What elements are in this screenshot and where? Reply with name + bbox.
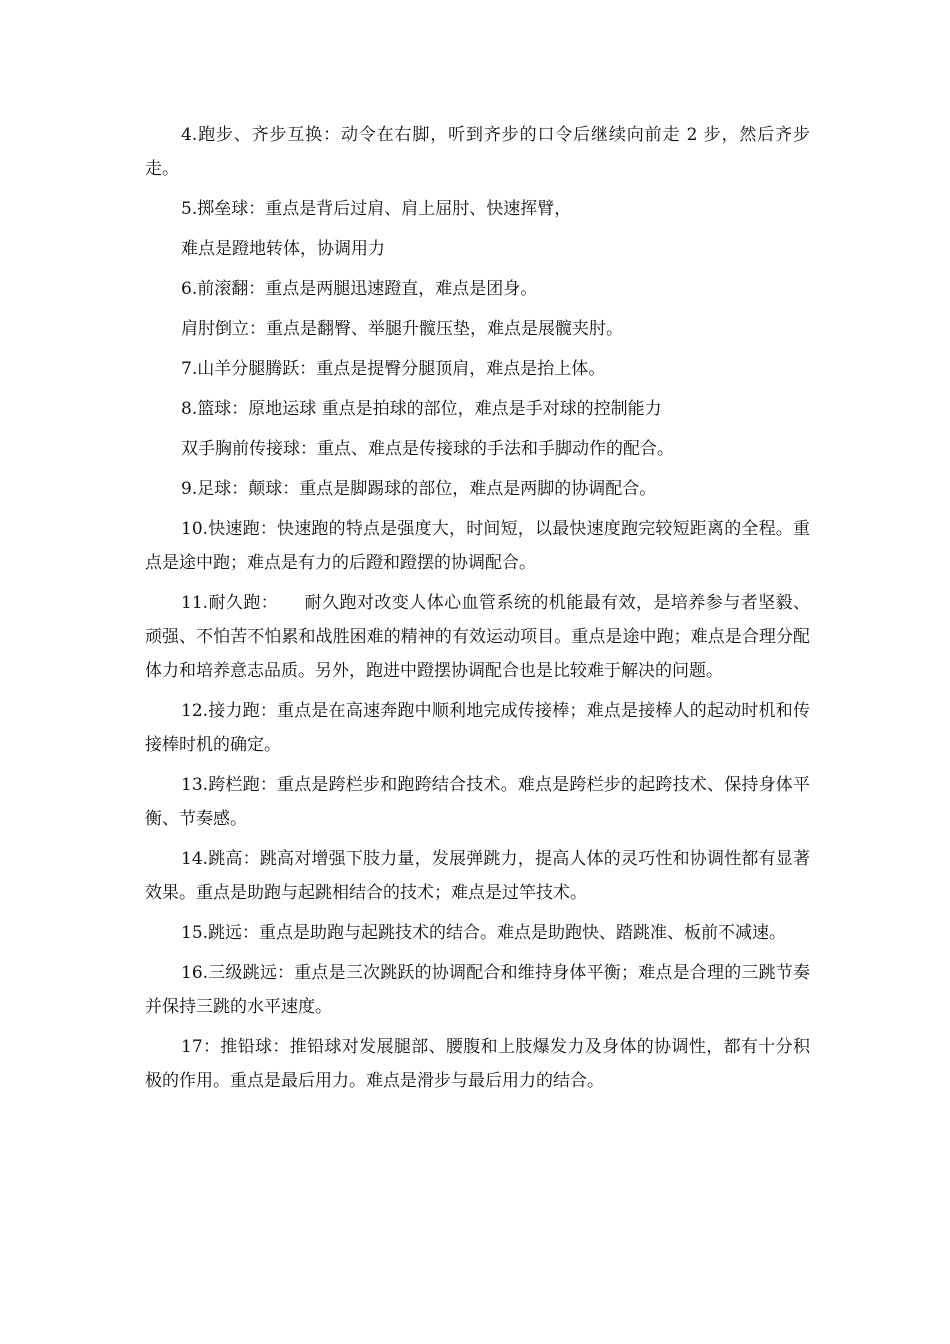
paragraph-shoulder-stand: 肩肘倒立：重点是翻臀、举腿升髋压垫，难点是展髋夹肘。 bbox=[181, 319, 623, 339]
paragraph-shot-put: 17：推铅球：推铅球对发展腿部、腰腹和上肢爆发力及身体的协调性，都有十分积极的作用。重点是最后用力。难点是滑步与最后用力的结合。 bbox=[145, 1037, 810, 1091]
paragraph-vault: 7.山羊分腿腾跃：重点是提臀分腿顶肩，难点是抬上体。 bbox=[181, 359, 606, 379]
paragraph-basketball-pass: 双手胸前传接球：重点、难点是传接球的手法和手脚动作的配合。 bbox=[181, 439, 674, 459]
paragraph-endurance-run: 11.耐久跑： 耐久跑对改变人体心血管系统的机能最有效，是培养参与者坚毅、顽强、不怕苦不怕累和战胜困难的精神的有效运动项目。重点是途中跑；难点是合理分配体力和培养意志品质。另外，跑进中蹬摆协调配合也是比较难于解决的问题。 bbox=[145, 593, 810, 681]
paragraph-sprint: 10.快速跑：快速跑的特点是强度大，时间短，以最快速度跑完较短距离的全程。重点是途中跑；难点是有力的后蹬和蹬摆的协调配合。 bbox=[145, 519, 810, 573]
paragraph-basketball-dribble: 8.篮球：原地运球 重点是拍球的部位，难点是手对球的控制能力 bbox=[181, 399, 662, 419]
document-body bbox=[145, 118, 810, 1098]
paragraph-hurdles: 13.跨栏跑：重点是跨栏步和跑跨结合技术。难点是跨栏步的起跨技术、保持身体平衡、节奏感。 bbox=[145, 775, 810, 829]
paragraph-football-juggling: 9.足球：颠球：重点是脚踢球的部位，难点是两脚的协调配合。 bbox=[181, 479, 657, 499]
paragraph-triple-jump: 16.三级跳远：重点是三次跳跃的协调配合和维持身体平衡；难点是合理的三跳节奏并保持三跳的水平速度。 bbox=[145, 963, 810, 1017]
paragraph-forward-roll: 6.前滚翻：重点是两腿迅速蹬直，难点是团身。 bbox=[181, 279, 538, 299]
paragraph-softball-throw-difficulty: 难点是蹬地转体，协调用力 bbox=[181, 239, 385, 259]
paragraph-high-jump: 14.跳高：跳高对增强下肢力量，发展弹跳力，提高人体的灵巧性和协调性都有显著效果。重点是助跑与起跳相结合的技术；难点是过竿技术。 bbox=[145, 849, 810, 903]
paragraph-long-jump: 15.跳远：重点是助跑与起跳技术的结合。难点是助跑快、踏跳准、板前不减速。 bbox=[181, 923, 787, 943]
paragraph-relay: 12.接力跑：重点是在高速奔跑中顺利地完成传接棒；难点是接棒人的起动时机和传接棒时机的确定。 bbox=[145, 701, 810, 755]
paragraph-march-switch: 4.跑步、齐步互换：动令在右脚，听到齐步的口令后继续向前走 2 步，然后齐步走。 bbox=[145, 125, 810, 179]
paragraph-softball-throw-key: 5.掷垒球：重点是背后过肩、肩上屈肘、快速挥臂， bbox=[181, 199, 572, 219]
